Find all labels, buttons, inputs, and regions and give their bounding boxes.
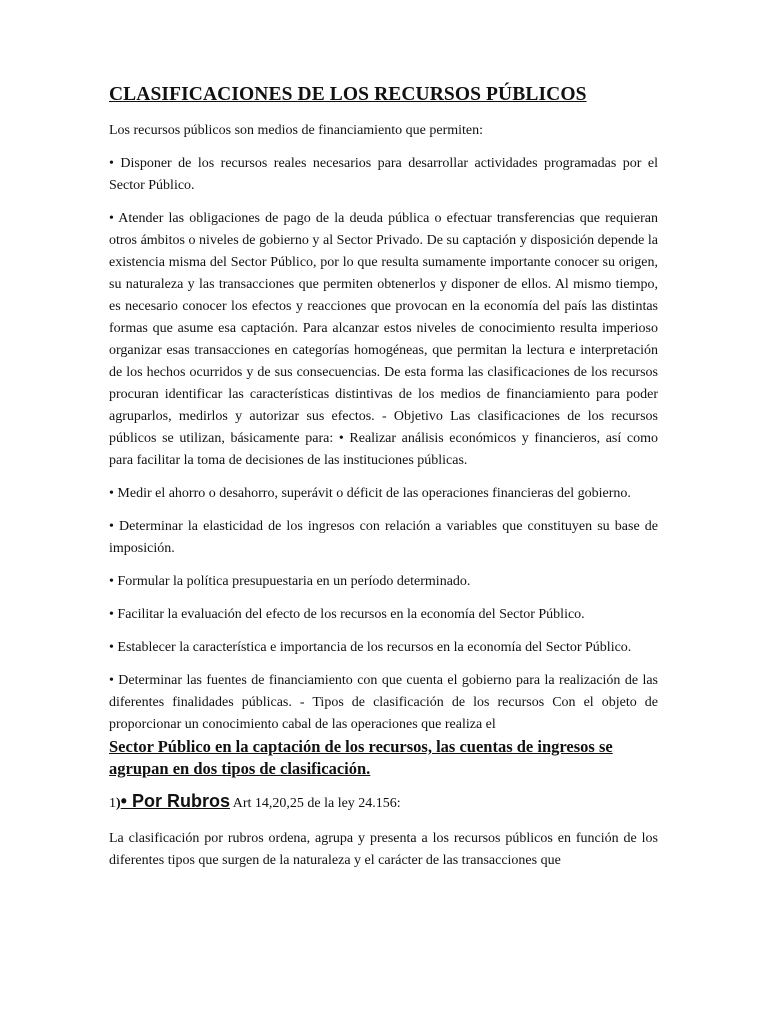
final-paragraph: La clasificación por rubros ordena, agrupa y presenta a los recursos públicos en función de los diferentes tipos que surgen de la naturaleza y el carácter de las transacciones que xyxy=(109,831,658,868)
bullet-determinar-fuentes-text: • Determinar las fuentes de financiamiento con que cuenta el gobierno para la realización de las diferentes finalidades públicas. - Tipos de clasificación de los recursos Con el objeto de proporcionar un conocimiento cabal de las operaciones que realiza el xyxy=(109,673,658,732)
section-heading-rubros xyxy=(109,788,658,817)
document-body xyxy=(109,84,658,883)
bullet-determinar-elasticidad: • Determinar la elasticidad de los ingresos con relación a variables que constituyen su base de imposición. xyxy=(109,519,658,556)
page-title: CLASIFICACIONES DE LOS RECURSOS PÚBLICOS xyxy=(109,84,587,105)
bullet-facilitar: • Facilitar la evaluación del efecto de los recursos en la economía del Sector Público. xyxy=(109,607,585,622)
intro-paragraph: Los recursos públicos son medios de financiamiento que permiten: xyxy=(109,123,484,138)
bullet-medir: • Medir el ahorro o desahorro, superávit o déficit de las operaciones financieras del gobierno. xyxy=(109,486,631,501)
rubros-number: 1 xyxy=(109,796,116,811)
bullet-atender: • Atender las obligaciones de pago de la deuda pública o efectuar transferencias que requieran otros ámbitos o niveles de gobierno y al Sector Privado. De su captación y disposición depende la existencia misma del Sector Público, por lo que resulta sumamente importante conocer su origen, su naturaleza y las transacciones que permiten obtenerlos y disponer de ellos. Al mismo tiempo, es necesario conocer los efectos y reacciones que provocan en la economía del país las distintas formas que asume esa captación. Para alcanzar estos niveles de conocimiento resulta imperioso organizar esas transacciones en categorías homogéneas, que permitan la lectura e interpretación de los hechos ocurridos y de sus consecuencias. De esta forma las clasificaciones de los recursos procuran identificar las características distintivas de los medios de financiamiento para poder agruparlos, medirlos y autorizar sus efectos. - Objetivo Las clasificaciones de los recursos públicos se utilizan, básicamente para: • Realizar análisis económicos y financieros, así como para facilitar la toma de decisiones de las instituciones públicas. xyxy=(109,211,658,468)
rubros-reference: Art 14,20,25 de la ley 24.156: xyxy=(229,796,401,811)
rubros-paren: ) xyxy=(116,796,121,811)
bold-underlined-statement: Sector Público en la captación de los recursos, las cuentas de ingresos se agrupan en dos tipos de clasificación. xyxy=(109,737,613,778)
bullet-determinar-fuentes xyxy=(109,670,658,780)
bullet-formular: • Formular la política presupuestaria en un período determinado. xyxy=(109,574,471,589)
bullet-establecer: • Establecer la característica e importancia de los recursos en la economía del Sector Público. xyxy=(109,640,632,655)
bullet-disponer: • Disponer de los recursos reales necesarios para desarrollar actividades programadas por el Sector Público. xyxy=(109,156,658,193)
rubros-title: • Por Rubros xyxy=(120,791,230,811)
